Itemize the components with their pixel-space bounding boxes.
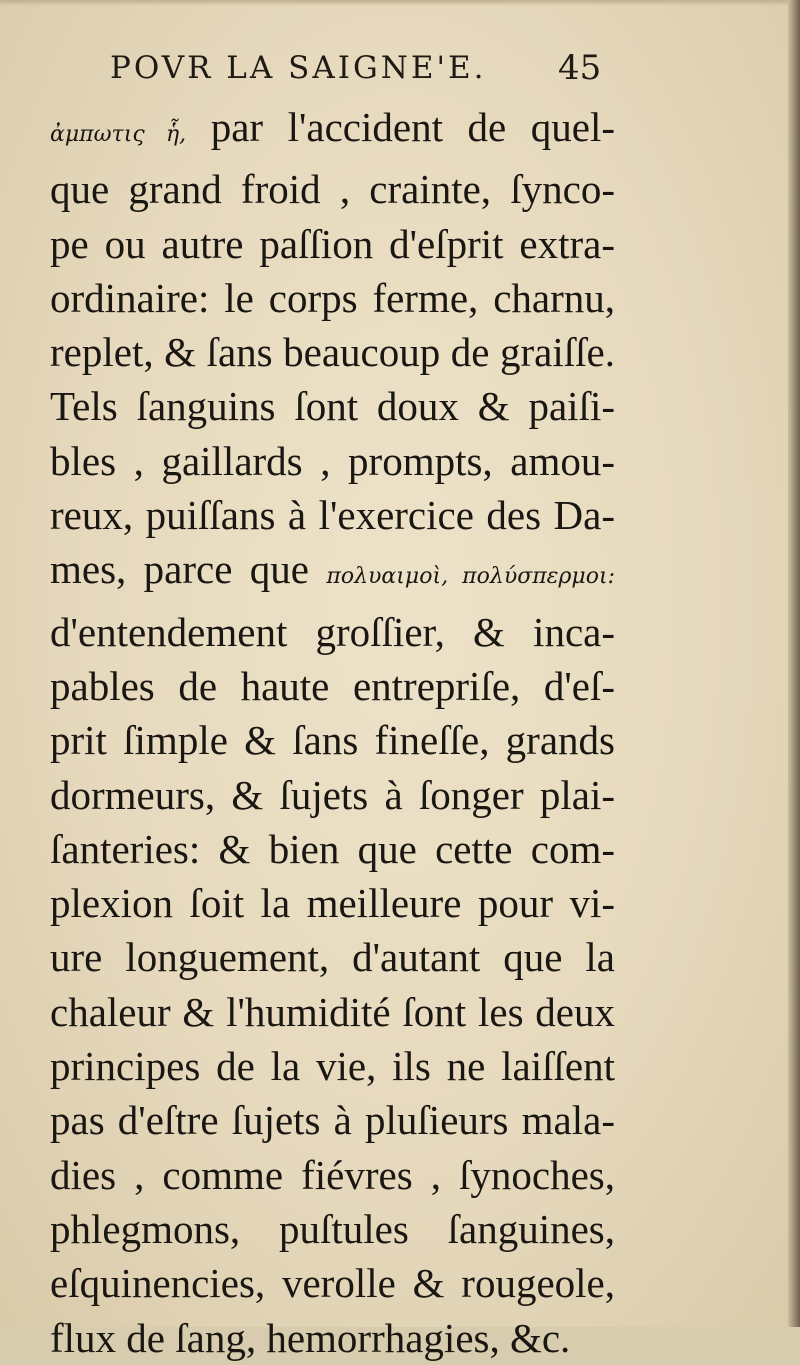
text-line: Tels ſanguins ſont doux & paiſi- bbox=[50, 383, 615, 430]
text-line: d'entendement groſſier, & inca- bbox=[50, 608, 615, 655]
text-line: eſquinencies, verolle & rougeole, bbox=[50, 1260, 615, 1307]
text-line: flux de ſang, hemorrhagies, &c. bbox=[50, 1314, 571, 1361]
text-line bbox=[50, 542, 615, 604]
text-line: reux, puiſſans à l'exercice des Da- bbox=[50, 492, 615, 539]
text-line: principes de la vie, ils ne laiſſent bbox=[50, 1043, 615, 1090]
text-line: pables de haute entrepriſe, d'eſ- bbox=[50, 662, 615, 709]
text-line: plexion ſoit la meilleure pour vi- bbox=[50, 880, 615, 927]
text-line: prit ſimple & ſans fineſſe, grands bbox=[50, 717, 615, 764]
text-line: que grand froid , crainte, ſynco- bbox=[50, 166, 615, 213]
text-line: phlegmons, puſtules ſanguines, bbox=[50, 1205, 615, 1252]
text-line: pas d'eſtre ſujets à pluſieurs mala- bbox=[50, 1097, 615, 1144]
page-gutter-shadow bbox=[788, 0, 800, 1327]
body-text bbox=[50, 100, 615, 1365]
greek-phrase: ἀμπωτις ἧ, bbox=[50, 122, 187, 147]
text-line: pe ou autre paſſion d'eſprit extra- bbox=[50, 220, 615, 267]
page-top-shadow bbox=[0, 0, 800, 6]
text-line: replet, & ſans beaucoup de graiſſe. bbox=[50, 329, 615, 376]
text-line: chaleur & l'humidité ſont les deux bbox=[50, 988, 615, 1035]
text-line bbox=[50, 100, 615, 162]
text-line: dies , comme fiévres , ſynoches, bbox=[50, 1151, 615, 1198]
line-text: mes, parce que bbox=[50, 546, 309, 593]
page-header bbox=[110, 44, 610, 94]
text-line: ure longuement, d'autant que la bbox=[50, 934, 615, 981]
line-text: par l'accident de quel- bbox=[210, 104, 615, 150]
greek-phrase: πολυαιμοὶ, πολύσπερμοι: bbox=[326, 564, 615, 590]
running-title: POVR LA SAIGNE'E. bbox=[110, 50, 487, 86]
text-line: dormeurs, & ſujets à ſonger plai- bbox=[50, 771, 615, 818]
text-line: ordinaire: le corps ferme, charnu, bbox=[50, 274, 615, 321]
text-line: bles , gaillards , prompts, amou- bbox=[50, 437, 615, 484]
page-number: 45 bbox=[558, 48, 602, 88]
text-line: ſanteries: & bien que cette com- bbox=[50, 825, 615, 872]
